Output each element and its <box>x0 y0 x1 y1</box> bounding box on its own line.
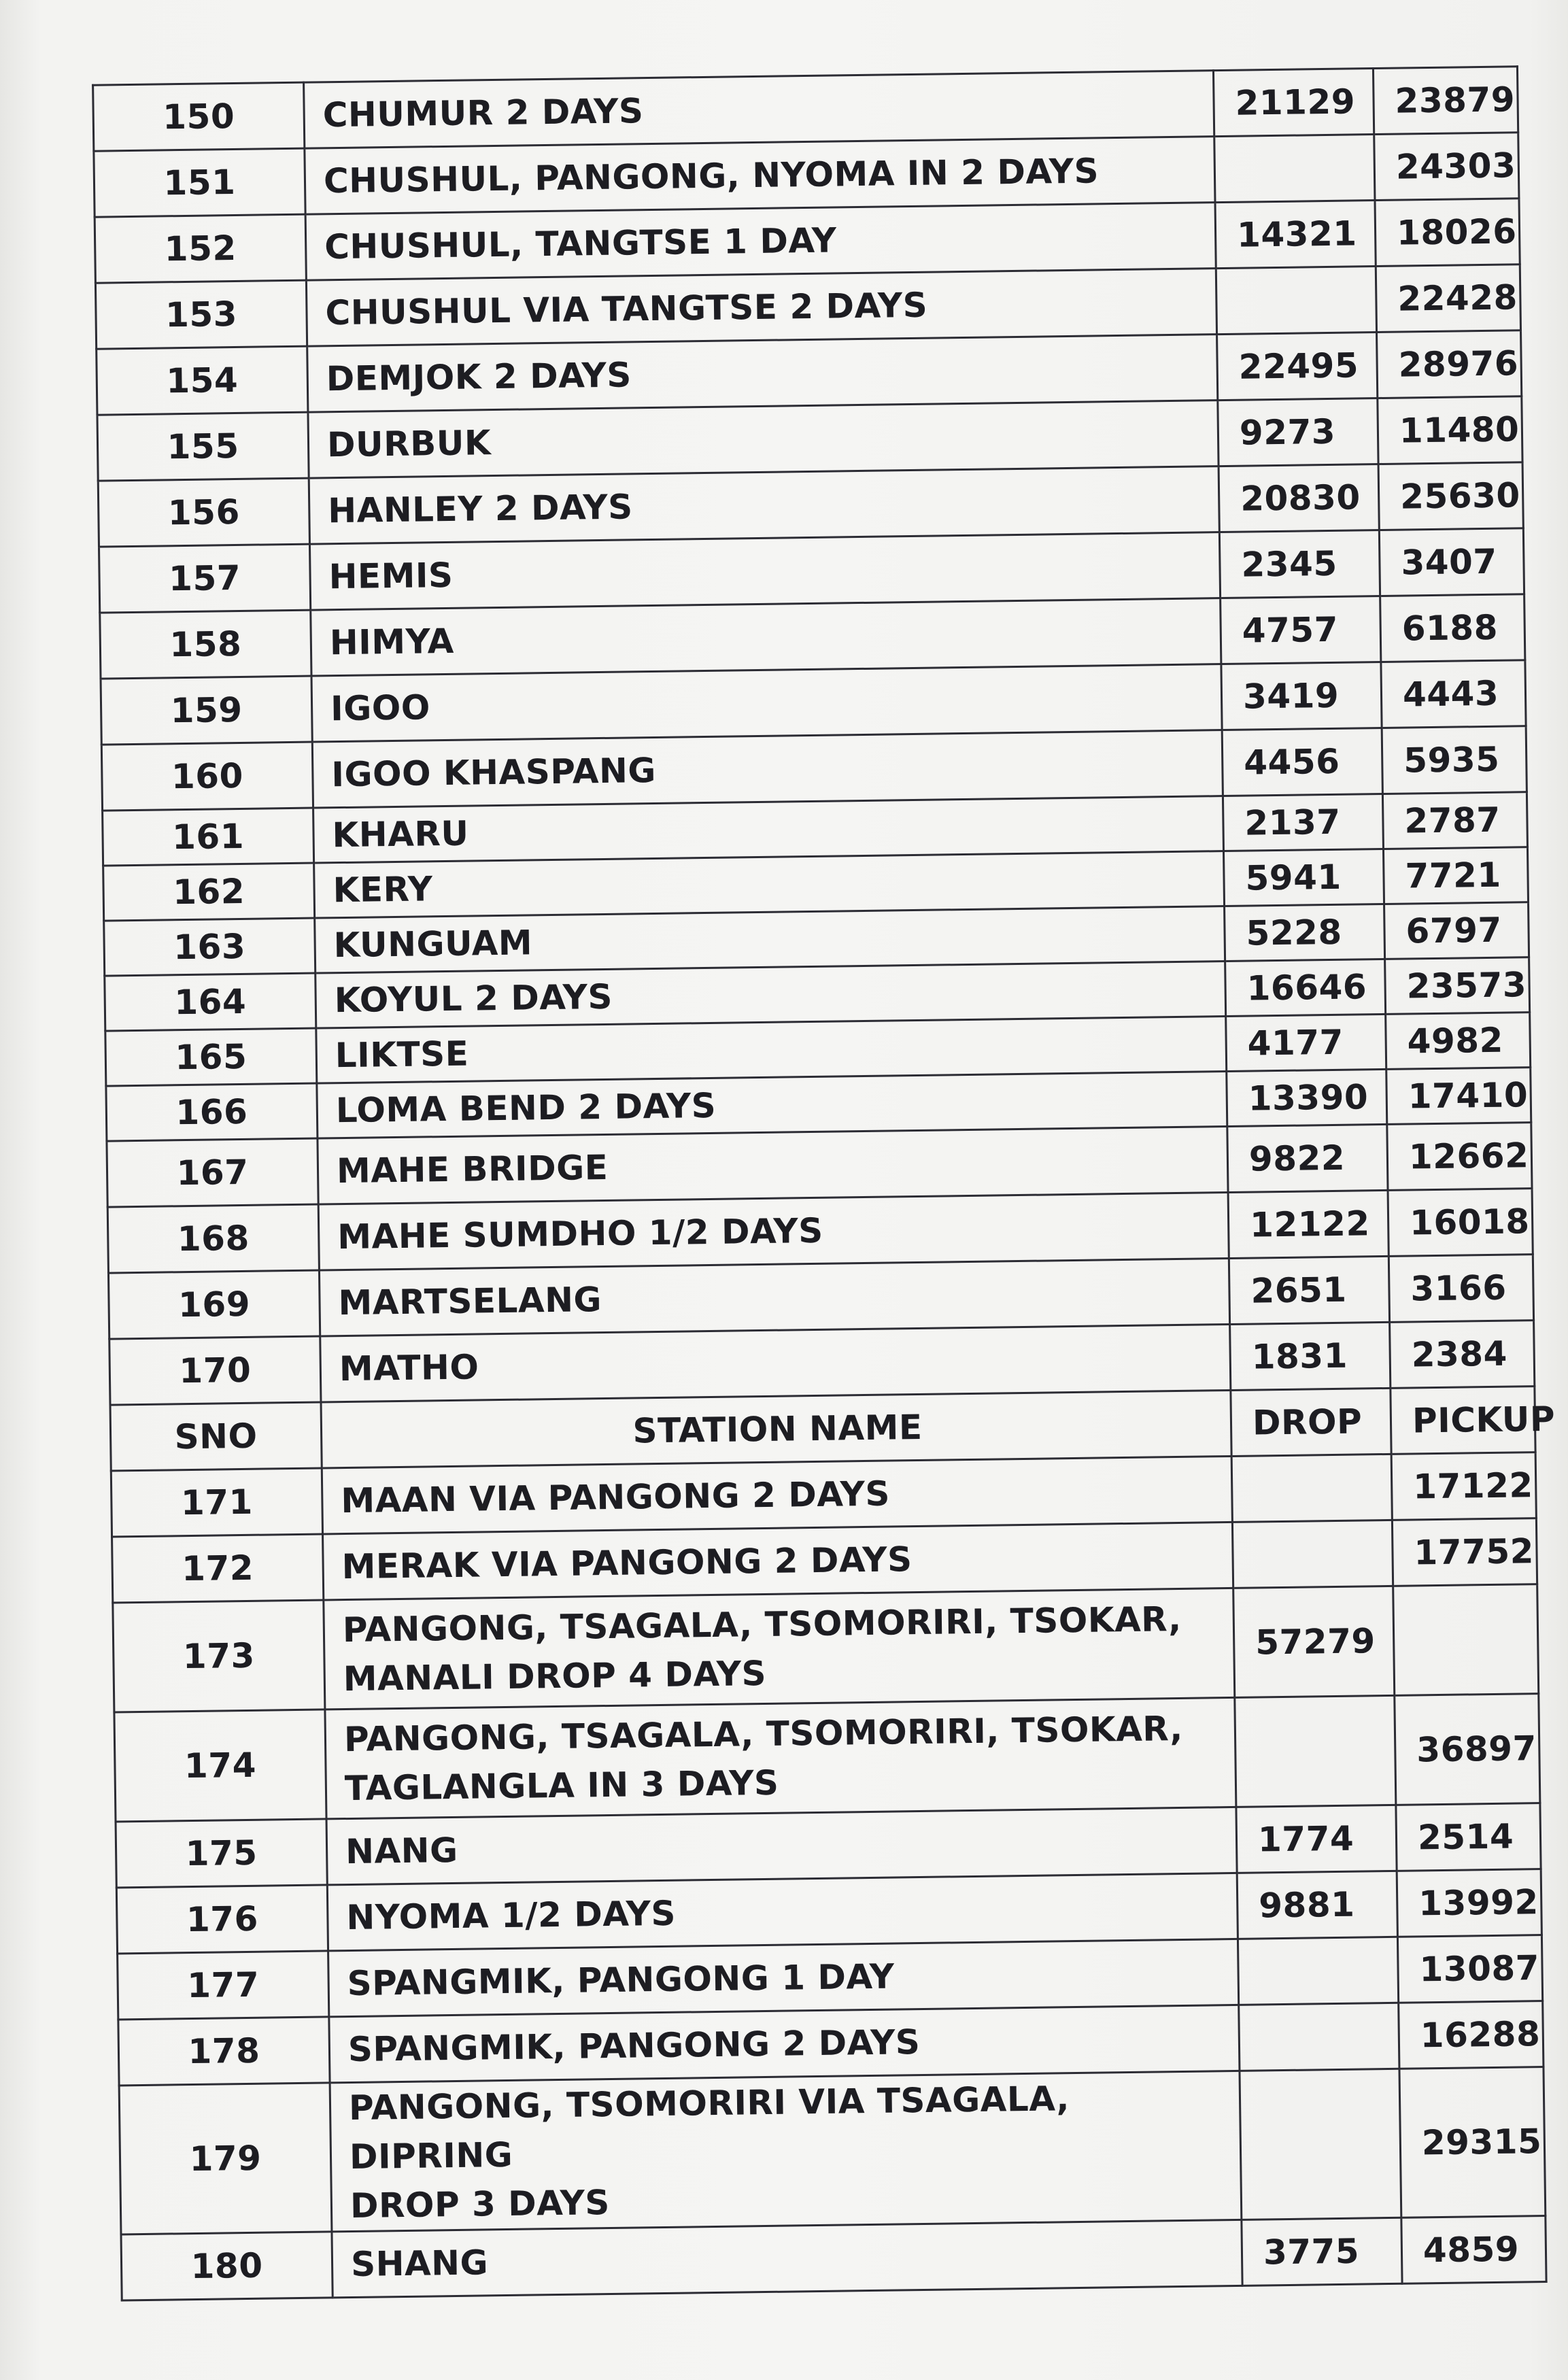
sno-cell: 167 <box>107 1138 318 1207</box>
pickup-cell: 4982 <box>1386 1013 1531 1070</box>
pickup-cell: 2787 <box>1382 792 1527 849</box>
sno-cell: 150 <box>93 82 305 151</box>
station-cell <box>324 1588 1235 1710</box>
sno-cell: 178 <box>118 2017 330 2086</box>
sno-cell: 151 <box>94 148 305 217</box>
sno-cell: 159 <box>101 676 312 745</box>
drop-cell <box>1232 1520 1393 1588</box>
pickup-cell: 2514 <box>1396 1803 1541 1871</box>
sno-cell: 157 <box>99 544 310 613</box>
pickup-cell: 29315 <box>1399 2067 1546 2218</box>
sno-cell: 166 <box>106 1083 318 1141</box>
drop-cell <box>1214 135 1375 203</box>
pickup-cell: 23573 <box>1385 957 1530 1015</box>
station-cell: SPANGMIK, PANGONG 1 DAY <box>328 1939 1239 2017</box>
drop-cell: 1774 <box>1236 1805 1397 1873</box>
station-cell: MAAN VIA PANGONG 2 DAYS <box>322 1456 1232 1534</box>
pickup-cell: 24303 <box>1374 133 1519 201</box>
sno-cell: 171 <box>111 1468 322 1537</box>
pickup-cell: 13087 <box>1397 1935 1542 2003</box>
sno-cell: 179 <box>119 2083 332 2234</box>
sno-cell: 172 <box>112 1534 324 1603</box>
drop-cell <box>1231 1454 1392 1522</box>
station-cell: IGOO <box>311 664 1222 743</box>
pickup-cell: 16288 <box>1399 2001 1544 2069</box>
station-cell: HEMIS <box>309 532 1220 611</box>
pickup-cell: 4859 <box>1401 2216 1546 2284</box>
pickup-cell: 17410 <box>1386 1068 1531 1125</box>
drop-cell: 2345 <box>1219 530 1380 598</box>
station-cell: KUNGUAM <box>315 906 1225 974</box>
pickup-cell: 4443 <box>1381 660 1526 728</box>
station-cell: KERY <box>314 851 1225 919</box>
station-cell: IGOO KHASPANG <box>312 730 1223 809</box>
pickup-cell: 23879 <box>1373 67 1518 135</box>
drop-cell: 3419 <box>1221 662 1382 730</box>
sno-cell: 174 <box>114 1710 326 1822</box>
pickup-cell: 12662 <box>1387 1123 1532 1191</box>
station-cell: CHUSHUL VIA TANGTSE 2 DAYS <box>306 269 1216 347</box>
drop-cell: 5941 <box>1223 849 1384 906</box>
station-name-header: STATION NAME <box>321 1390 1231 1468</box>
sno-cell: 168 <box>107 1204 319 1273</box>
station-cell: DURBUK <box>308 401 1218 479</box>
sno-cell: 152 <box>95 214 306 283</box>
drop-cell: 4177 <box>1226 1014 1386 1071</box>
drop-cell: 5228 <box>1225 904 1385 961</box>
rate-table <box>92 65 1556 2301</box>
sno-cell: 164 <box>105 973 316 1031</box>
drop-cell: 1831 <box>1230 1322 1391 1390</box>
sno-cell: 160 <box>101 742 313 811</box>
drop-cell: 21129 <box>1213 69 1374 137</box>
drop-cell: 3775 <box>1242 2217 1402 2285</box>
station-cell: LOMA BEND 2 DAYS <box>317 1072 1227 1139</box>
sno-cell: 156 <box>98 478 309 547</box>
drop-cell: 2651 <box>1229 1256 1389 1324</box>
drop-cell: 13390 <box>1227 1069 1387 1126</box>
drop-cell <box>1239 2003 1399 2071</box>
drop-cell <box>1235 1695 1396 1807</box>
station-cell: MATHO <box>320 1324 1231 1402</box>
station-cell: SPANGMIK, PANGONG 2 DAYS <box>329 2005 1240 2083</box>
pickup-cell: 6188 <box>1380 594 1525 662</box>
pickup-cell: 7721 <box>1383 847 1528 904</box>
pickup-cell: 6797 <box>1384 902 1529 959</box>
drop-cell: 4757 <box>1221 596 1381 664</box>
sno-cell: 155 <box>97 412 309 481</box>
drop-cell: 22495 <box>1217 333 1378 401</box>
station-cell: CHUSHUL, PANGONG, NYOMA IN 2 DAYS <box>305 137 1215 215</box>
pickup-cell <box>1393 1584 1539 1696</box>
pickup-cell: 3166 <box>1388 1255 1533 1323</box>
pickup-cell: 2384 <box>1390 1321 1535 1389</box>
station-cell: NANG <box>326 1807 1237 1885</box>
station-cell: LIKTSE <box>316 1017 1227 1084</box>
sno-cell: 161 <box>103 808 314 866</box>
pickup-cell: 17752 <box>1392 1518 1537 1586</box>
drop-cell <box>1238 1937 1398 2005</box>
station-cell: HIMYA <box>311 598 1221 677</box>
pickup-cell: 22428 <box>1376 265 1520 333</box>
sno-cell: 162 <box>103 863 315 921</box>
table-row <box>113 1584 1539 1712</box>
sno-cell: 165 <box>105 1028 317 1086</box>
station-cell: CHUSHUL, TANGTSE 1 DAY <box>305 203 1216 281</box>
sno-cell: 173 <box>113 1600 325 1712</box>
pickup-cell: 16018 <box>1388 1189 1533 1257</box>
station-line: PANGONG, TSAGALA, TSOMORIRI, TSOKAR, <box>343 1708 1184 1760</box>
station-line: DROP 3 DAYS <box>350 2183 611 2226</box>
station-cell: CHUMUR 2 DAYS <box>304 71 1214 149</box>
pickup-cell: 28976 <box>1377 330 1522 398</box>
station-cell: MARTSELANG <box>319 1258 1229 1336</box>
drop-cell: 9822 <box>1227 1124 1388 1192</box>
sno-cell: 175 <box>116 1819 327 1888</box>
pickup-cell: 11480 <box>1378 396 1522 464</box>
station-line: MANALI DROP 4 DAYS <box>343 1653 767 1699</box>
pickup-header: PICKUP <box>1391 1387 1535 1455</box>
pickup-cell: 3407 <box>1379 528 1524 596</box>
station-line: PANGONG, TSOMORIRI VIA TSAGALA, DIPRING <box>348 2079 1070 2177</box>
table-row <box>119 2067 1546 2234</box>
drop-cell: 16646 <box>1225 959 1386 1016</box>
sno-cell: 180 <box>121 2232 333 2300</box>
station-cell: KOYUL 2 DAYS <box>316 962 1226 1029</box>
station-line: PANGONG, TSAGALA, TSOMORIRI, TSOKAR, <box>342 1599 1182 1650</box>
pickup-cell: 5935 <box>1382 726 1527 794</box>
sno-cell: 169 <box>108 1270 320 1339</box>
pickup-cell: 13992 <box>1397 1869 1541 1937</box>
station-cell: MAHE BRIDGE <box>318 1127 1228 1205</box>
sno-cell: 154 <box>97 346 308 415</box>
sno-cell: 176 <box>116 1885 328 1954</box>
station-line: TAGLANGLA IN 3 DAYS <box>344 1763 779 1809</box>
drop-cell: 9881 <box>1237 1871 1397 1939</box>
drop-cell: 9273 <box>1218 398 1378 466</box>
sno-cell: 158 <box>100 610 311 679</box>
drop-cell: 12122 <box>1228 1190 1388 1258</box>
pickup-cell: 36897 <box>1395 1694 1540 1805</box>
station-cell: MERAK VIA PANGONG 2 DAYS <box>323 1522 1233 1600</box>
drop-header: DROP <box>1231 1388 1391 1456</box>
drop-cell: 20830 <box>1218 464 1379 532</box>
sno-header: SNO <box>110 1402 322 1471</box>
station-cell: DEMJOK 2 DAYS <box>307 335 1218 413</box>
pickup-cell: 25630 <box>1378 462 1523 530</box>
station-cell <box>330 2071 1242 2231</box>
sno-cell: 153 <box>95 280 307 349</box>
table-row <box>114 1694 1540 1822</box>
drop-cell: 14321 <box>1215 201 1376 269</box>
drop-cell <box>1240 2069 1401 2220</box>
station-cell: MAHE SUMDHO 1/2 DAYS <box>318 1192 1229 1270</box>
station-cell: HANLEY 2 DAYS <box>309 466 1219 545</box>
drop-cell: 57279 <box>1233 1586 1395 1697</box>
sno-cell: 170 <box>109 1336 321 1405</box>
drop-cell: 2137 <box>1223 794 1383 851</box>
station-cell: SHANG <box>332 2220 1242 2298</box>
pickup-cell: 18026 <box>1375 199 1520 267</box>
station-cell <box>325 1697 1236 1819</box>
pickup-cell: 17122 <box>1391 1452 1536 1520</box>
station-cell: KHARU <box>313 796 1224 864</box>
sno-cell: 177 <box>118 1951 329 2020</box>
station-cell: NYOMA 1/2 DAYS <box>327 1873 1238 1951</box>
sno-cell: 163 <box>104 918 316 976</box>
drop-cell: 4456 <box>1222 728 1382 796</box>
drop-cell <box>1216 267 1376 335</box>
